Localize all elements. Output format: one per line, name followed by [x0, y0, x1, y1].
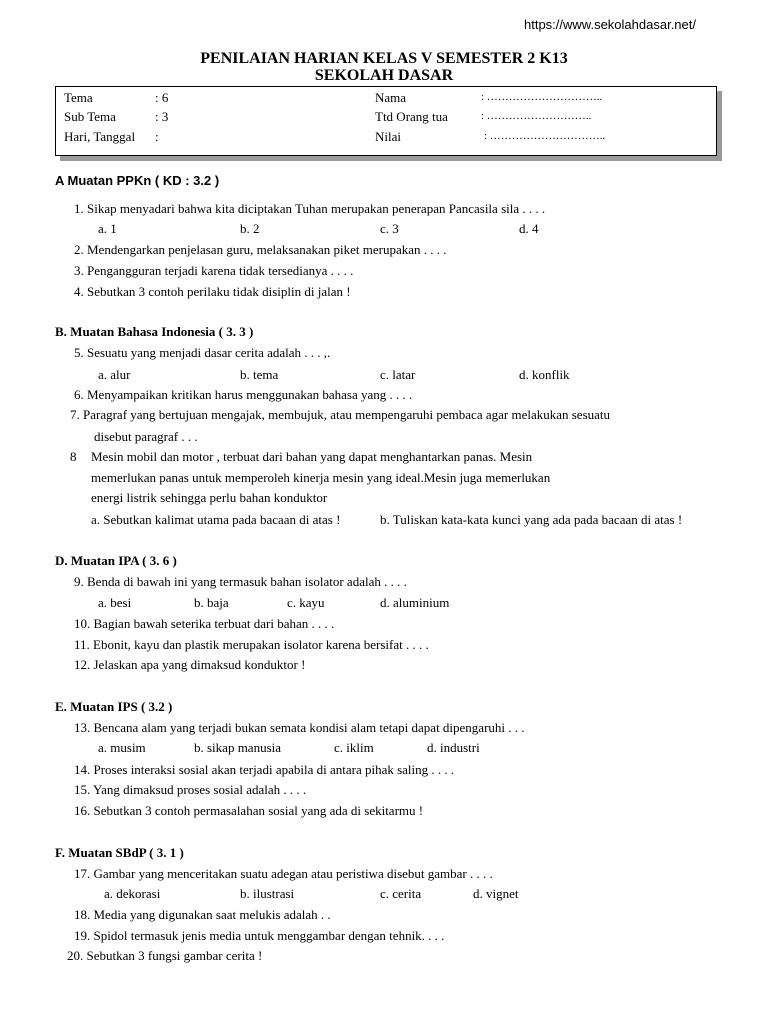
question-7-line-2: disebut paragraf . . . [94, 429, 198, 444]
question-14: 14. Proses interaksi sosial akan terjadi apabila di antara pihak saling . . . . [74, 762, 455, 777]
q9-option-a: a. besi [98, 595, 132, 610]
info-label-date: Hari, Tanggal [64, 129, 136, 144]
info-value-date: : [155, 129, 159, 144]
q17-option-d: d. vignet [473, 886, 519, 901]
question-9: 9. Benda di bawah ini yang termasuk bahan isolator adalah . . . . [74, 574, 407, 589]
info-value-tema: : 6 [155, 90, 169, 105]
info-label-ttd: Ttd Orang tua [375, 109, 448, 124]
question-15: 15. Yang dimaksud proses sosial adalah . . . . [74, 782, 307, 797]
info-label-nama: Nama [375, 90, 407, 105]
question-19: 19. Spidol termasuk jenis media untuk menggambar dengan tehnik. . . . [74, 928, 445, 943]
q1-option-c: c. 3 [380, 221, 399, 236]
q17-option-b: b. ilustrasi [240, 886, 295, 901]
section-heading-bahasa-indonesia: B. Muatan Bahasa Indonesia ( 3. 3 ) [55, 324, 254, 339]
q13-option-c: c. iklim [334, 740, 374, 755]
source-url: https://www.sekolahdasar.net/ [524, 17, 696, 32]
q9-option-d: d. aluminium [380, 595, 450, 610]
section-heading-ppkn: A Muatan PPKn ( KD : 3.2 ) [55, 173, 220, 188]
question-16: 16. Sebutkan 3 contoh permasalahan sosial yang ada di sekitarmu ! [74, 803, 424, 818]
info-label-subtema: Sub Tema [64, 109, 116, 124]
q13-option-d: d. industri [427, 740, 480, 755]
question-17: 17. Gambar yang menceritakan suatu adegan atau peristiwa disebut gambar . . . . [74, 866, 493, 881]
q1-option-d: d. 4 [519, 221, 539, 236]
q1-option-b: b. 2 [240, 221, 260, 236]
question-13: 13. Bencana alam yang terjadi bukan semata kondisi alam tetapi dapat dipengaruhi . . . [74, 720, 525, 735]
question-8-line-3: energi listrik sehingga perlu bahan konduktor [91, 490, 328, 505]
question-6: 6. Menyampaikan kritikan harus menggunakan bahasa yang . . . . [74, 387, 413, 402]
question-11: 11. Ebonit, kayu dan plastik merupakan isolator karena bersifat . . . . [74, 637, 429, 652]
q17-option-a: a. dekorasi [104, 886, 161, 901]
q13-option-b: b. sikap manusia [194, 740, 282, 755]
info-label-nilai: Nilai [375, 129, 401, 144]
question-20: 20. Sebutkan 3 fungsi gambar cerita ! [67, 948, 263, 963]
info-label-tema: Tema [64, 90, 93, 105]
q1-option-a: a. 1 [98, 221, 117, 236]
question-8-number: 8 [70, 449, 77, 464]
section-heading-sbdp: F. Muatan SBdP ( 3. 1 ) [55, 845, 184, 860]
q9-option-b: b. baja [194, 595, 229, 610]
info-value-nama: : ………………………….. [481, 91, 603, 103]
section-heading-ipa: D. Muatan IPA ( 3. 6 ) [55, 553, 177, 568]
page-subtitle: SEKOLAH DASAR [314, 67, 454, 84]
question-12: 12. Jelaskan apa yang dimaksud konduktor ! [74, 657, 306, 672]
section-heading-ips: E. Muatan IPS ( 3.2 ) [55, 699, 173, 714]
info-value-subtema: : 3 [155, 109, 169, 124]
question-18: 18. Media yang digunakan saat melukis adalah . . [74, 907, 331, 922]
question-8-part-a: a. Sebutkan kalimat utama pada bacaan di atas ! [91, 512, 341, 527]
question-3: 3. Pengangguran terjadi karena tidak tersedianya . . . . [74, 263, 354, 278]
question-2: 2. Mendengarkan penjelasan guru, melaksanakan piket merupakan . . . . [74, 242, 447, 257]
q5-option-c: c. latar [380, 367, 416, 382]
q5-option-a: a. alur [98, 367, 131, 382]
question-4: 4. Sebutkan 3 contoh perilaku tidak disiplin di jalan ! [74, 284, 351, 299]
question-8-line-2: memerlukan panas untuk memperoleh kinerja mesin yang ideal.Mesin juga memerlukan [91, 470, 551, 485]
question-8-part-b: b. Tuliskan kata-kata kunci yang ada pada bacaan di atas ! [380, 512, 683, 527]
question-5: 5. Sesuatu yang menjadi dasar cerita adalah . . . ,. [74, 345, 331, 360]
q5-option-d: d. konflik [519, 367, 570, 382]
question-1: 1. Sikap menyadari bahwa kita diciptakan Tuhan merupakan penerapan Pancasila sila . . . . [74, 201, 546, 216]
page-title: PENILAIAN HARIAN KELAS V SEMESTER 2 K13 [200, 50, 568, 67]
info-value-nilai: : ………………………….. [484, 130, 606, 142]
question-8: Mesin mobil dan motor , terbuat dari bahan yang dapat menghantarkan panas. Mesin [91, 449, 533, 464]
q17-option-c: c. cerita [380, 886, 422, 901]
q13-option-a: a. musim [98, 740, 146, 755]
info-value-ttd: : ……………………….. [481, 110, 592, 122]
q9-option-c: c. kayu [287, 595, 325, 610]
question-10: 10. Bagian bawah seterika terbuat dari bahan . . . . [74, 616, 335, 631]
question-7: 7. Paragraf yang bertujuan mengajak, membujuk, atau mempengaruhi pembaca agar melakukan sesuatu [70, 407, 611, 422]
q5-option-b: b. tema [240, 367, 279, 382]
